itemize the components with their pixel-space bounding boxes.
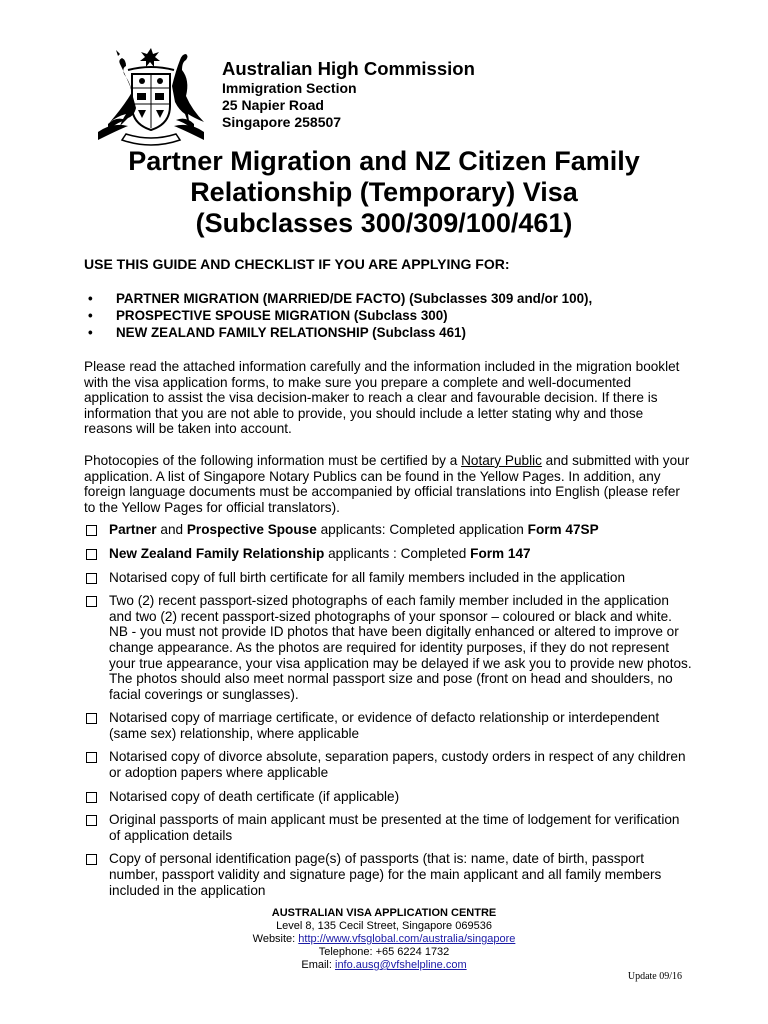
checklist-item: Notarised copy of marriage certificate, or evidence of defacto relationship or interdependent (same sex) relationship, where applicable — [64, 710, 694, 741]
notary-public-link[interactable]: Notary Public — [461, 452, 542, 468]
bullet-icon: • — [88, 291, 93, 306]
checklist-item: Two (2) recent passport-sized photographs of each family member included in the application and two (2) recent passport-sized photographs of your sponsor – coloured or black and white. NB - you must not provide ID photos that have been digitally enhanced or altered to improve or change appearance. As the photos are required for identity purposes, if they do not represent your true appearance, your visa application may be delayed if we ask you to provide new photos. The photos should also meet normal passport size and pose (front on head and shoulders, no facial coverings or sunglasses). — [64, 593, 694, 702]
footer-email: Email: info.ausg@vfshelpline.com — [301, 959, 467, 971]
update-date: Update 09/16 — [627, 971, 682, 982]
checkbox-icon — [86, 815, 97, 826]
use-guide-heading: USE THIS GUIDE AND CHECKLIST IF YOU ARE APPLYING FOR: — [84, 256, 510, 272]
checkbox-icon — [86, 525, 97, 536]
checkbox-icon — [86, 792, 97, 803]
document-checklist — [84, 522, 694, 898]
city-postcode: Singapore 258507 — [222, 114, 342, 130]
checklist-item: Original passports of main applicant must be presented at the time of lodgement for verification of application details — [64, 812, 694, 843]
checklist-item: Copy of personal identification page(s) of passports (that is: name, date of birth, passport number, passport validity and signature page) for the main applicant and all family members included in the application — [64, 851, 694, 898]
email-link[interactable]: info.ausg@vfshelpline.com — [335, 959, 467, 971]
website-link[interactable]: http://www.vfsglobal.com/australia/singapore — [298, 933, 516, 945]
checklist-item: New Zealand Family Relationship applicants : Completed Form 147 — [64, 546, 694, 562]
list-item: • NEW ZEALAND FAMILY RELATIONSHIP (Subclass 461) — [88, 325, 466, 340]
checkbox-icon — [86, 752, 97, 763]
list-item: • PARTNER MIGRATION (MARRIED/DE FACTO) (Subclasses 309 and/or 100), — [88, 291, 593, 306]
footer-heading: AUSTRALIAN VISA APPLICATION CENTRE — [271, 907, 497, 919]
organization-block — [222, 58, 475, 131]
instructions-paragraph: Please read the attached information carefully and the information included in the migration booklet with the visa application forms, to make sure you prepare a complete and well-documented application to assist the visa decision-maker to reach a clear and favourable decision. If there is information that you are not able to provide, you should include a letter stating why and those reasons will be taken into account. — [84, 359, 680, 437]
bullet-icon: • — [88, 308, 93, 323]
checkbox-icon — [86, 854, 97, 865]
checkbox-icon — [86, 573, 97, 584]
title-line-1: Partner Migration and NZ Citizen Family — [128, 146, 640, 176]
title-line-3: (Subclasses 300/309/100/461) — [195, 208, 573, 238]
footer-telephone: Telephone: +65 6224 1732 — [318, 946, 450, 958]
certification-paragraph: Photocopies of the following information must be certified by a Notary Public and submitted with your application. A list of Singapore Notary Publics can be found in the Yellow Pages. In addition, any foreign language documents must be accompanied by official translations into English (please refer to the Yellow Pages for official translators). — [84, 452, 690, 515]
bullet-icon: • — [88, 325, 93, 340]
checklist-item: Notarised copy of full birth certificate for all family members included in the application — [64, 570, 694, 586]
title-line-2: Relationship (Temporary) Visa — [190, 177, 578, 207]
footer-address: Level 8, 135 Cecil Street, Singapore 069536 — [276, 920, 492, 932]
document-title — [60, 146, 708, 239]
checklist-item: Partner and Prospective Spouse applicants: Completed application Form 47SP — [64, 522, 694, 538]
footer-website: Website: http://www.vfsglobal.com/australia/singapore — [252, 933, 516, 945]
checkbox-icon — [86, 596, 97, 607]
checkbox-icon — [86, 549, 97, 560]
street-address: 25 Napier Road — [222, 97, 324, 113]
list-item: • PROSPECTIVE SPOUSE MIGRATION (Subclass 300) — [88, 308, 448, 323]
australian-coat-of-arms-icon — [88, 46, 214, 146]
footer — [0, 907, 768, 972]
applying-for-list — [84, 290, 694, 341]
section-name: Immigration Section — [222, 80, 357, 96]
main-content — [84, 256, 694, 906]
organization-name: Australian High Commission — [222, 58, 475, 79]
checkbox-icon — [86, 713, 97, 724]
checklist-item: Notarised copy of death certificate (if applicable) — [64, 789, 694, 805]
checklist-item: Notarised copy of divorce absolute, separation papers, custody orders in respect of any children or adoption papers where applicable — [64, 749, 694, 780]
